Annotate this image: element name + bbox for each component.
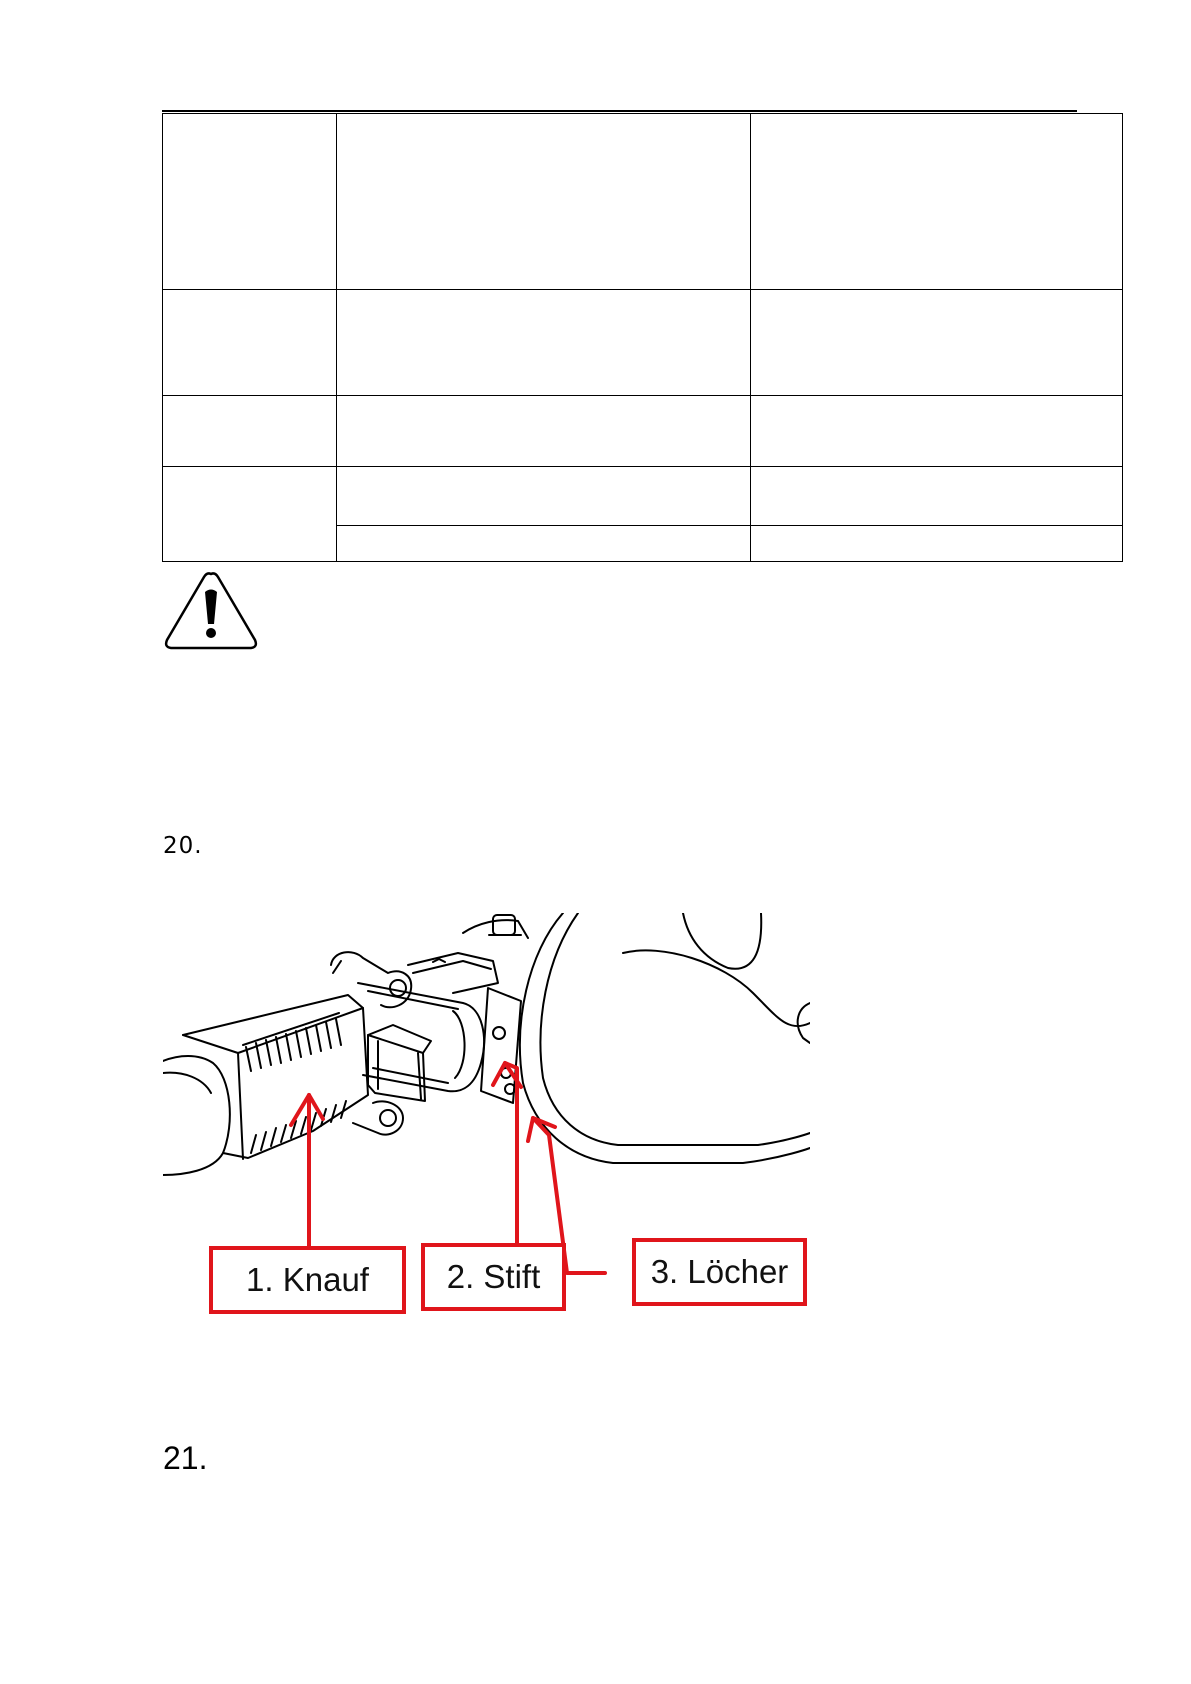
table-row — [163, 396, 1123, 467]
table-cell — [751, 114, 1123, 290]
table-row — [163, 467, 1123, 526]
callout-knob: 1. Knauf — [209, 1246, 406, 1314]
table-cell — [337, 467, 751, 526]
table-cell — [751, 526, 1123, 562]
table-cell — [163, 396, 337, 467]
table-cell — [337, 290, 751, 396]
table-cell — [751, 396, 1123, 467]
table-row — [163, 290, 1123, 396]
table-cell — [163, 467, 337, 562]
table-cell — [751, 290, 1123, 396]
callout-holes: 3. Löcher — [632, 1238, 807, 1306]
step-number-21: 21. — [163, 1440, 208, 1476]
table-cell — [337, 526, 751, 562]
knob-pin-figure — [163, 913, 810, 1306]
table-cell — [163, 114, 337, 290]
table-cell — [337, 396, 751, 467]
step-number-20: 20. — [163, 833, 203, 859]
warning-triangle-icon — [163, 568, 259, 652]
table-cell — [163, 290, 337, 396]
callout-pin: 2. Stift — [421, 1243, 566, 1311]
table-top-rule — [162, 110, 1077, 112]
table-cell — [337, 114, 751, 290]
spec-table — [162, 113, 1123, 562]
table-cell — [751, 467, 1123, 526]
table-row — [163, 114, 1123, 290]
